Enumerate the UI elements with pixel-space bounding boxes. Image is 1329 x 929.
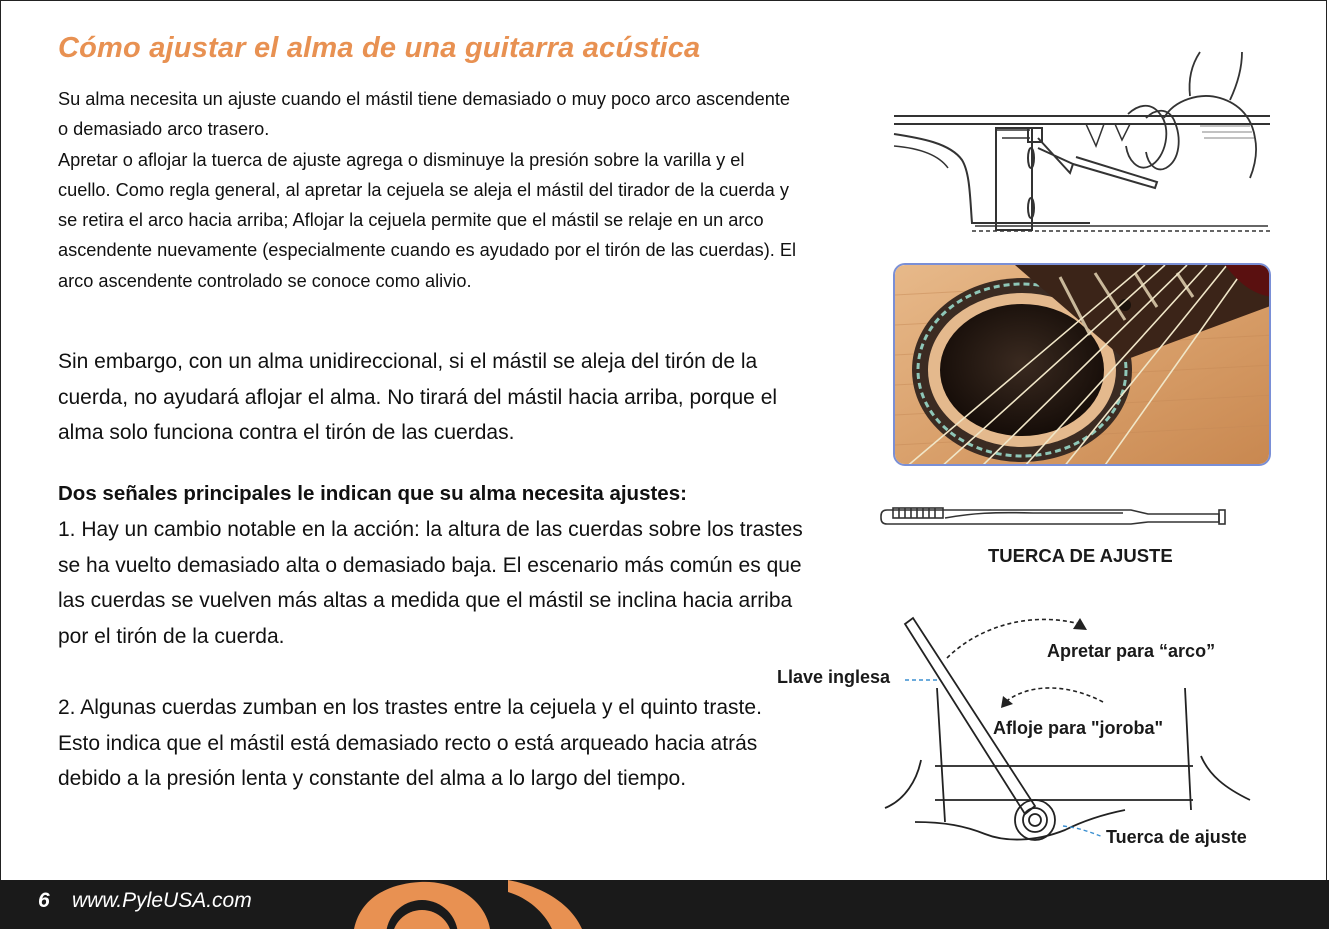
hand-allen-key-illustration	[890, 48, 1275, 240]
intro-paragraph-2: Apretar o aflojar la tuerca de ajuste agrega o disminuye la presión sobre la varilla y el cuello. Como regla general, al apretar la cejuela se aleja el mástil del tirador de la cuerda y se retira el arco hacia arriba; Aflojar la cejuela permite que el mástil se relaje en un arco ascendente nuevamente (especialmente cuando es ayudado por el tirón de las cuerdas). El arco ascendente controlado se conoce como alivio.	[58, 149, 797, 291]
truss-rod-label: TUERCA DE AJUSTE	[988, 545, 1173, 566]
wrench-label: Llave inglesa	[777, 667, 891, 687]
page-number: 6	[38, 889, 50, 912]
soundhole-photo	[893, 263, 1271, 466]
intro-paragraph-1: Su alma necesita un ajuste cuando el mástil tiene demasiado o muy poco arco ascendente o demasiado arco trasero.	[58, 89, 790, 140]
signal-item-2: 2. Algunas cuerdas zumban en los trastes entre la cejuela y el quinto traste. Esto indica que el mástil está demasiado recto o está arqueado hacia atrás debido a la presión lenta y constante del alma a lo largo del tiempo.	[58, 696, 762, 790]
pyle-logo-graphic	[330, 880, 600, 929]
one-way-rod-paragraph: Sin embargo, con un alma unidireccional, si el mástil se aleja del tirón de la cuerda, no ayudará aflojar el alma. No tirará del mástil hacia arriba, porque el alma solo funciona contra el tirón de las cuerdas.	[58, 350, 778, 444]
truss-rod-illustration	[873, 498, 1233, 534]
page-footer	[0, 880, 1329, 929]
intro-text	[58, 84, 798, 296]
adjust-nut-label: Tuerca de ajuste	[1106, 827, 1247, 847]
website-link[interactable]: www.PyleUSA.com	[72, 889, 252, 912]
tighten-label: Apretar para “arco”	[1047, 641, 1216, 661]
signals-heading: Dos señales principales le indican que su alma necesita ajustes:	[58, 482, 687, 505]
loosen-label: Afloje para "joroba"	[993, 718, 1164, 738]
page-title: Cómo ajustar el alma de una guitarra acústica	[58, 32, 701, 64]
signal-item-1: 1. Hay un cambio notable en la acción: la altura de las cuerdas sobre los trastes se ha vuelto demasiado alta o demasiado baja. El escenario más común es que las cuerdas se vuelven más altas a medida que el mástil se inclina hacia arriba por el tirón de la cuerda.	[58, 518, 803, 648]
